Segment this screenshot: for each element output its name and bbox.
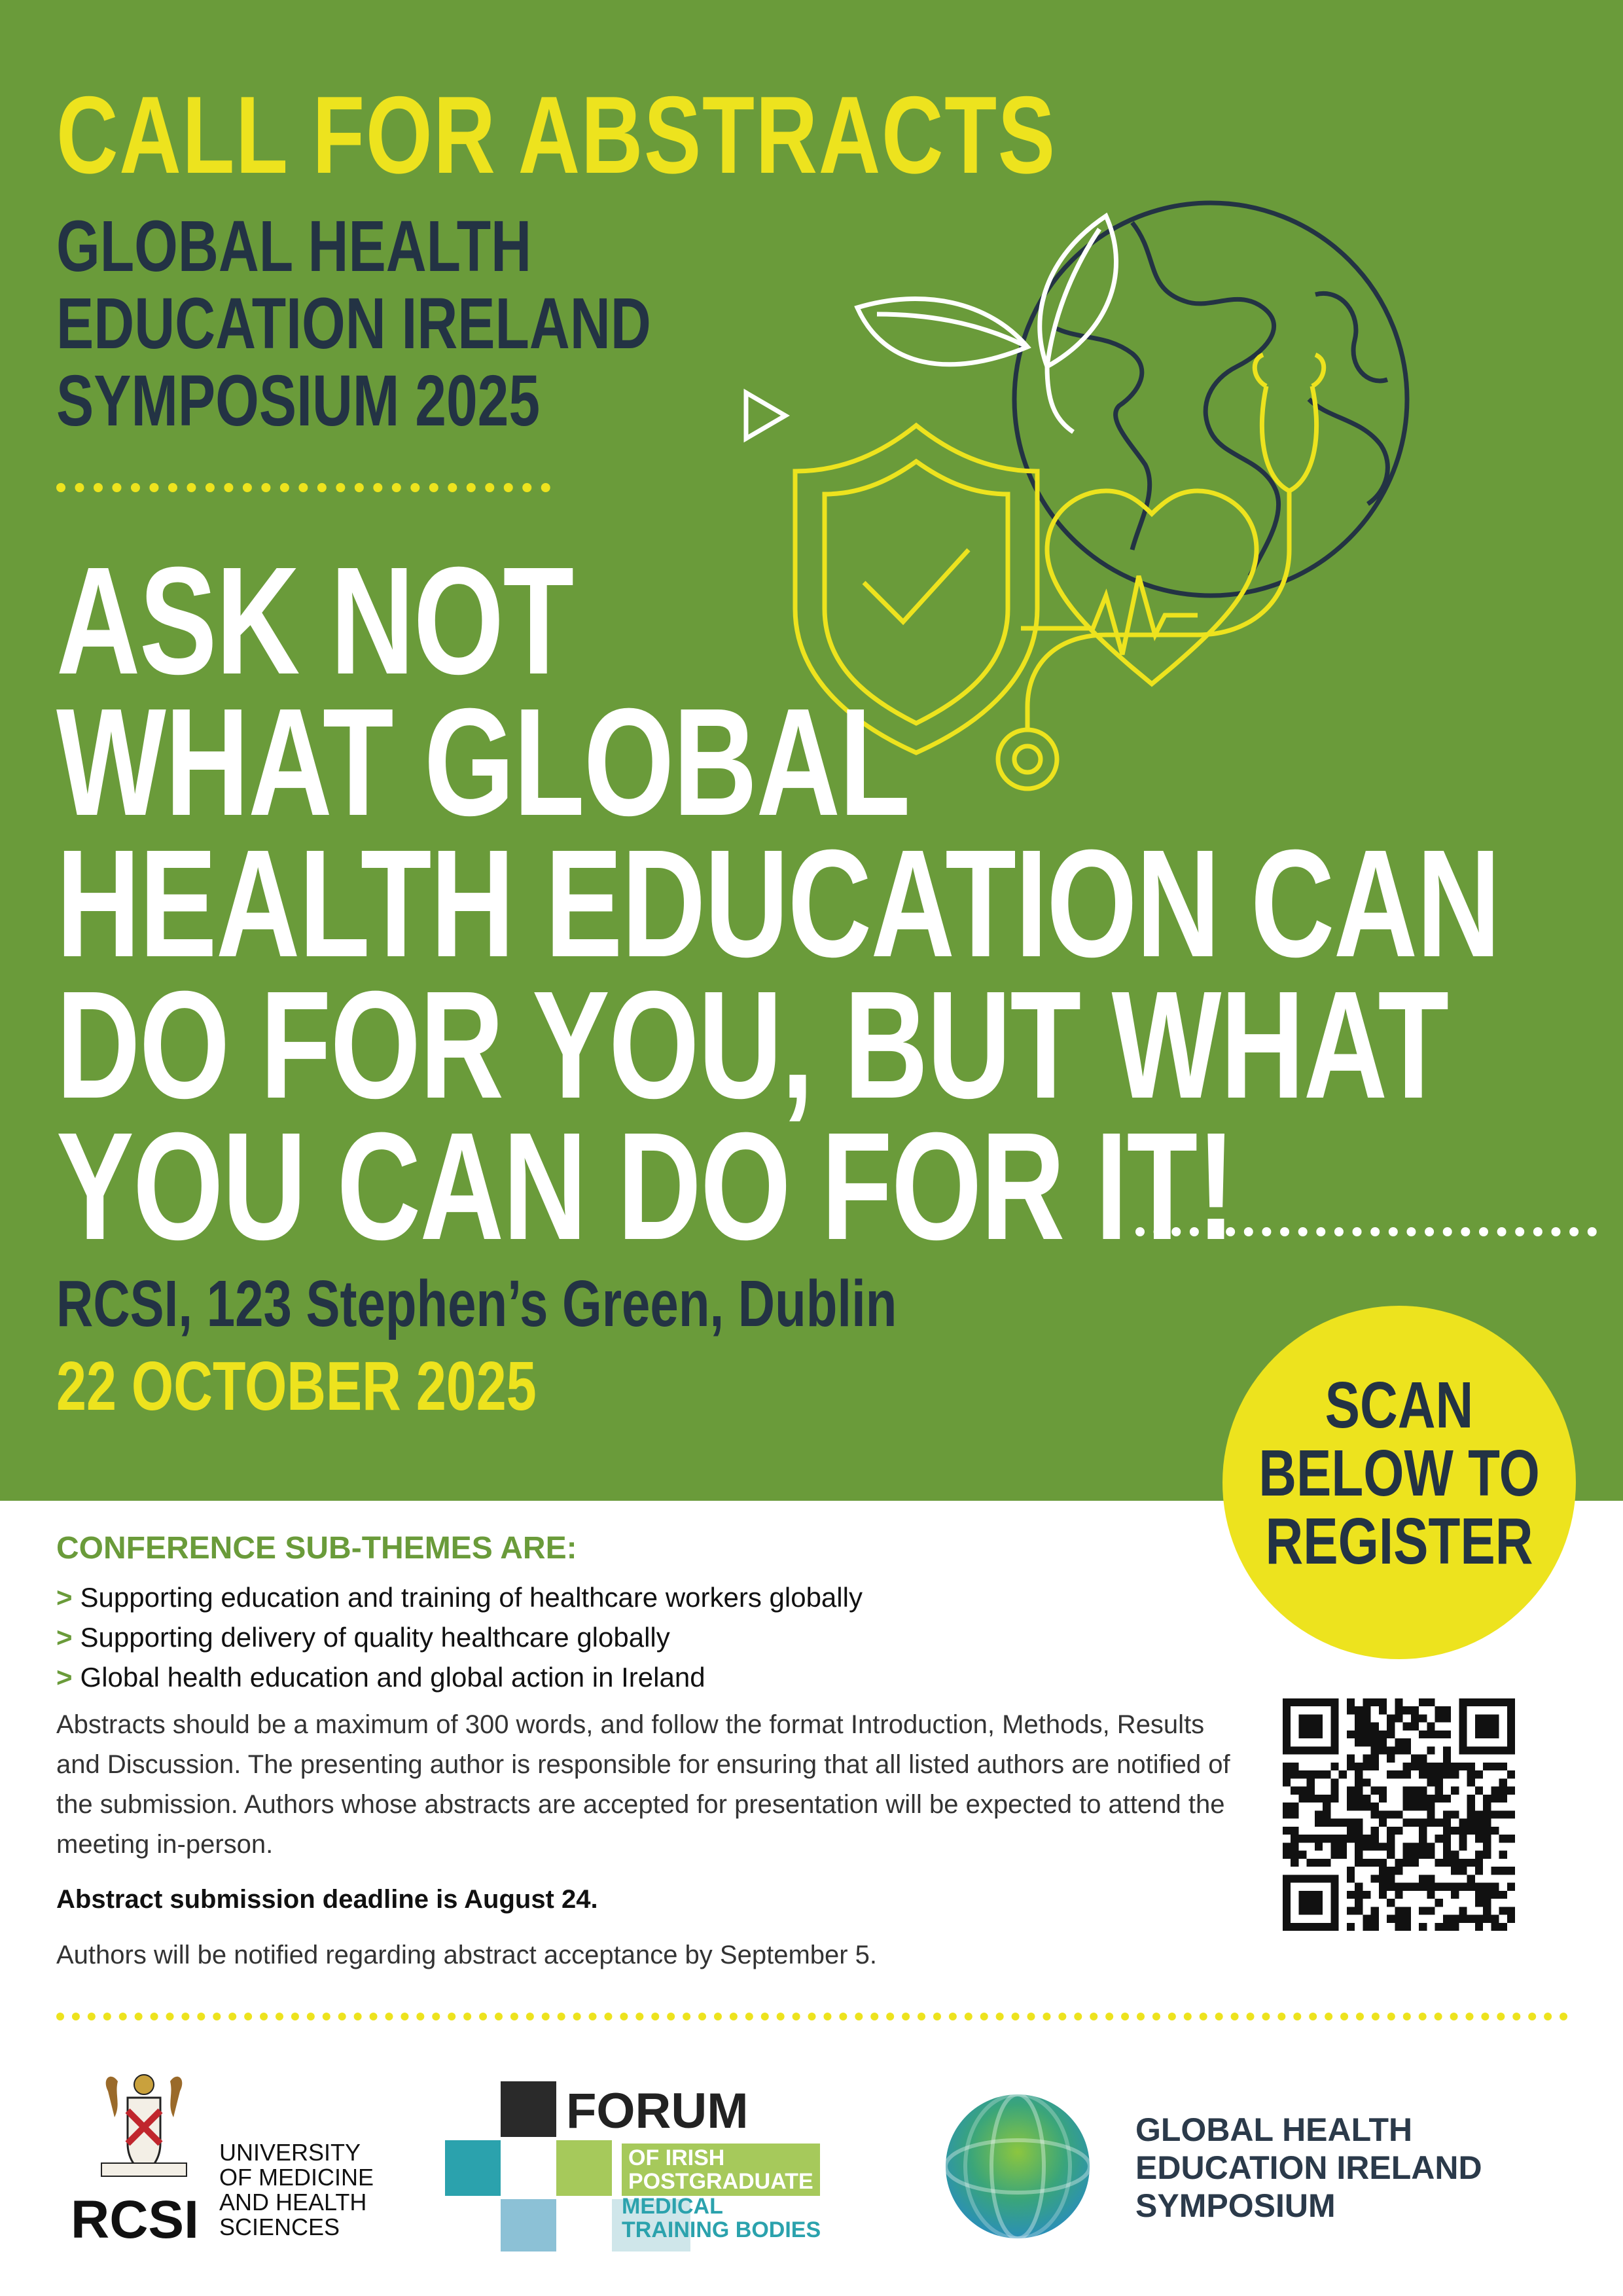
- scan-line: BELOW TO: [1258, 1437, 1540, 1510]
- globe-icon: [1014, 203, 1407, 596]
- subtheme-item: > Supporting education and training of healthcare workers globally: [56, 1582, 863, 1613]
- call-for-abstracts-title: CALL FOR ABSTRACTS: [56, 73, 1056, 196]
- ghei-logo-text: [1135, 2111, 1482, 2225]
- dotted-divider: [1135, 1227, 1597, 1236]
- scan-to-register-badge: [1222, 1306, 1576, 1659]
- ghei-logo-line: GLOBAL HEALTH: [1135, 2111, 1413, 2148]
- dotted-divider: [56, 483, 550, 492]
- symposium-title: [56, 208, 651, 440]
- abstract-guidelines: Abstracts should be a maximum of 300 words, and follow the format Introduction, Methods, Results and Discussion. The presenting author is responsible for ensuring that all listed authors are notified of the submission. Authors whose abstracts are accepted for presentation will be expected to attend the meeting in-person.: [56, 1710, 1230, 1859]
- headline-line: WHAT GLOBAL: [56, 676, 910, 848]
- venue: RCSI, 123 Stephen’s Green, Dublin: [56, 1267, 897, 1340]
- ghei-logo-line: EDUCATION IRELAND: [1135, 2149, 1482, 2186]
- play-icon: [746, 393, 785, 439]
- event-date: 22 OCTOBER 2025: [56, 1348, 537, 1425]
- forum-logo-text: FORUM: [566, 2083, 749, 2139]
- headline-line: ASK NOT: [56, 535, 573, 706]
- ghei-logo-line: SYMPOSIUM: [1135, 2187, 1336, 2224]
- headline-line: DO FOR YOU, BUT WHAT: [56, 959, 1448, 1130]
- subthemes-heading: CONFERENCE SUB-THEMES ARE:: [56, 1531, 577, 1566]
- leaf-icon: [857, 216, 1116, 432]
- notification-date: Authors will be notified regarding abstract acceptance by September 5.: [56, 1941, 878, 1969]
- headline: [56, 535, 1500, 1272]
- symposium-line: SYMPOSIUM 2025: [56, 361, 541, 441]
- rcsi-crest-icon: [88, 2065, 200, 2196]
- forum-logo-line1: OF IRISH POSTGRADUATE: [622, 2144, 820, 2196]
- dotted-divider: [56, 2013, 1568, 2020]
- bullet-arrow-icon: >: [56, 1622, 73, 1653]
- bullet-arrow-icon: >: [56, 1662, 73, 1693]
- ghei-globe-logo-icon: [942, 2091, 1093, 2242]
- subtheme-item: > Global health education and global action in Ireland: [56, 1662, 705, 1693]
- rcsi-logo-text: RCSI: [71, 2190, 199, 2250]
- qr-code-icon[interactable]: [1283, 1698, 1515, 1931]
- scan-line: SCAN: [1325, 1369, 1474, 1442]
- rcsi-logo-subtitle: UNIVERSITY OF MEDICINE AND HEALTH SCIENCES: [219, 2139, 374, 2240]
- subtheme-item: > Supporting delivery of quality healthcare globally: [56, 1622, 670, 1653]
- scan-line: REGISTER: [1265, 1505, 1533, 1578]
- forum-logo-line2: MEDICAL TRAINING BODIES: [622, 2194, 821, 2242]
- symposium-line: GLOBAL HEALTH: [56, 206, 532, 287]
- headline-line: YOU CAN DO FOR IT!: [56, 1100, 1235, 1272]
- bullet-arrow-icon: >: [56, 1582, 73, 1613]
- headline-line: HEALTH EDUCATION CAN: [56, 817, 1500, 989]
- subthemes-list: [56, 1577, 863, 1697]
- submission-deadline: Abstract submission deadline is August 24.: [56, 1885, 598, 1914]
- symposium-line: EDUCATION IRELAND: [56, 283, 651, 364]
